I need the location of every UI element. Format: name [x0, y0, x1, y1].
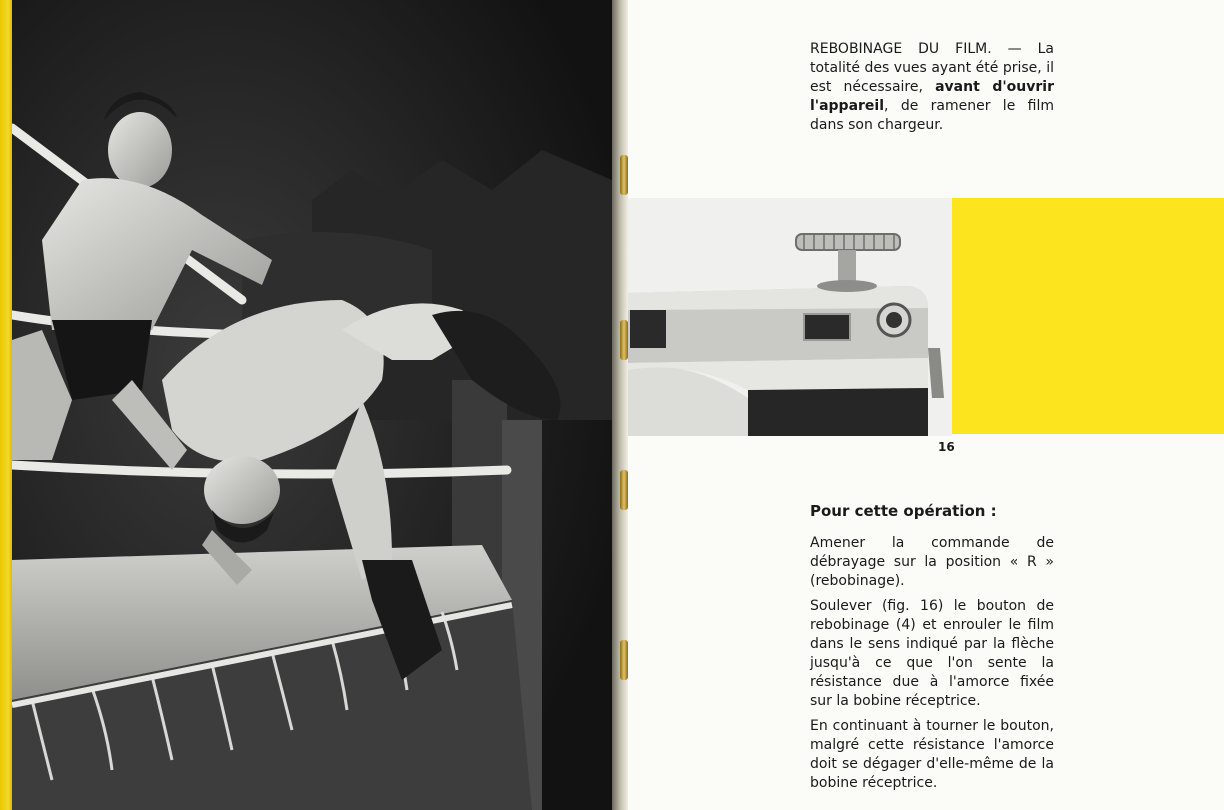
intro-text-part1: REBOBINAGE DU FILM. — La totalité des vues ayant été prise, il est nécessaire, [810, 41, 1054, 95]
intro-text-bold: avant d'ouvrir l'appareil [810, 79, 1054, 114]
camera-rewind-illustration [628, 198, 952, 436]
paragraph: En continuant à tourner le bouton, malgré cette résistance l'amorce doit se dégager d'elle-même de la bobine réceptrice. [810, 718, 1054, 791]
right-page [628, 0, 1224, 810]
binding-staple [620, 640, 628, 680]
yellow-accent-panel [952, 198, 1224, 434]
binding-staple [620, 470, 628, 510]
section-heading: Pour cette opération : [810, 502, 997, 520]
paragraph: Amener la commande de débrayage sur la position « R » (rebobinage). [810, 535, 1054, 589]
wrestling-photo-illustration [12, 0, 612, 810]
camera-photo [628, 198, 952, 436]
paragraph: Soulever (fig. 16) le bouton de rebobinage (4) et enrouler le film dans le sens indiqué par la flèche jusqu'à ce que l'on sente la résistance due à l'amorce fixée sur la bobine réceptrice. [810, 598, 1054, 709]
instructions-text [810, 534, 1054, 799]
intro-paragraph [810, 40, 1054, 135]
binding-staple [620, 155, 628, 195]
wrestling-photo [12, 0, 612, 810]
binding-staple [620, 320, 628, 360]
yellow-page-edge [0, 0, 12, 810]
figure-number: 16 [938, 440, 955, 454]
intro-text-part2: , de ramener le film dans son chargeur. [810, 98, 1054, 133]
